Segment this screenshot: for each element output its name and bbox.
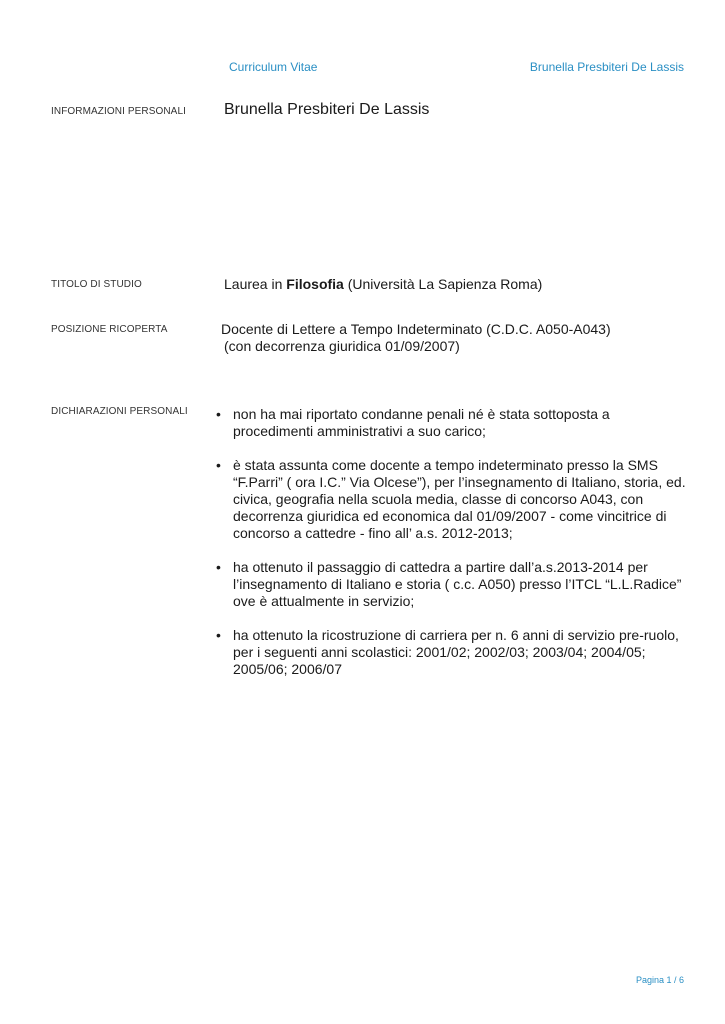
header-person-name: Brunella Presbiteri De Lassis [529, 60, 684, 74]
declaration-line: ha ottenuto la ricostruzione di carriera per n. 6 anni di servizio pre-ruolo, [233, 627, 679, 643]
section-label-personal-info: INFORMAZIONI PERSONALI [51, 106, 186, 117]
page-number: Pagina 1 / 6 [635, 975, 684, 985]
bullet-icon: • [216, 627, 221, 643]
section-label-declarations: DICHIARAZIONI PERSONALI [51, 406, 188, 417]
bullet-icon: • [216, 559, 221, 575]
declaration-line: concorso a cattedre - fino all’ a.s. 2012-2013; [233, 525, 513, 541]
position-role: Docente di Lettere a Tempo Indeterminato (C.D.C. A050-A043) [221, 321, 611, 337]
bullet-icon: • [216, 457, 221, 473]
declaration-line: non ha mai riportato condanne penali né è stata sottoposta a [233, 406, 610, 422]
degree-institution: (Università La Sapienza Roma) [343, 276, 543, 292]
declaration-line: “F.Parri” ( ora I.C.” Via Olcese”), per l’insegnamento di Italiano, storia, ed. [233, 474, 686, 490]
declaration-line: procedimenti amministrativi a suo carico; [233, 423, 486, 439]
declaration-line: ove è attualmente in servizio; [233, 593, 415, 609]
section-label-education: TITOLO DI STUDIO [51, 279, 142, 290]
declaration-line: civica, geografia nella scuola media, classe di concorso A043, con [233, 491, 644, 507]
degree-prefix: Laurea in [224, 276, 287, 292]
declarations-list [213, 406, 693, 695]
declaration-item [213, 627, 693, 678]
degree-subject: Filosofia [286, 276, 344, 292]
declaration-item [213, 406, 693, 440]
declaration-item [213, 559, 693, 610]
education-degree [224, 276, 542, 292]
declaration-line: decorrenza giuridica ed economica dal 01/09/2007 - come vincitrice di [233, 508, 667, 524]
declaration-line: è stata assunta come docente a tempo indeterminato presso la SMS [233, 457, 658, 473]
declaration-line: ha ottenuto il passaggio di cattedra a partire dall’a.s.2013-2014 per [233, 559, 648, 575]
position-start-date: (con decorrenza giuridica 01/09/2007) [224, 338, 460, 354]
header-document-title: Curriculum Vitae [229, 60, 318, 74]
section-label-position: POSIZIONE RICOPERTA [51, 324, 168, 335]
declaration-item [213, 457, 693, 542]
bullet-icon: • [216, 406, 221, 422]
declaration-line: 2005/06; 2006/07 [233, 661, 342, 677]
person-full-name: Brunella Presbiteri De Lassis [224, 101, 430, 118]
declaration-line: l’insegnamento di Italiano e storia ( c.c. A050) presso l’ITCL “L.L.Radice” [233, 576, 682, 592]
declaration-line: per i seguenti anni scolastici: 2001/02; 2002/03; 2003/04; 2004/05; [233, 644, 646, 660]
